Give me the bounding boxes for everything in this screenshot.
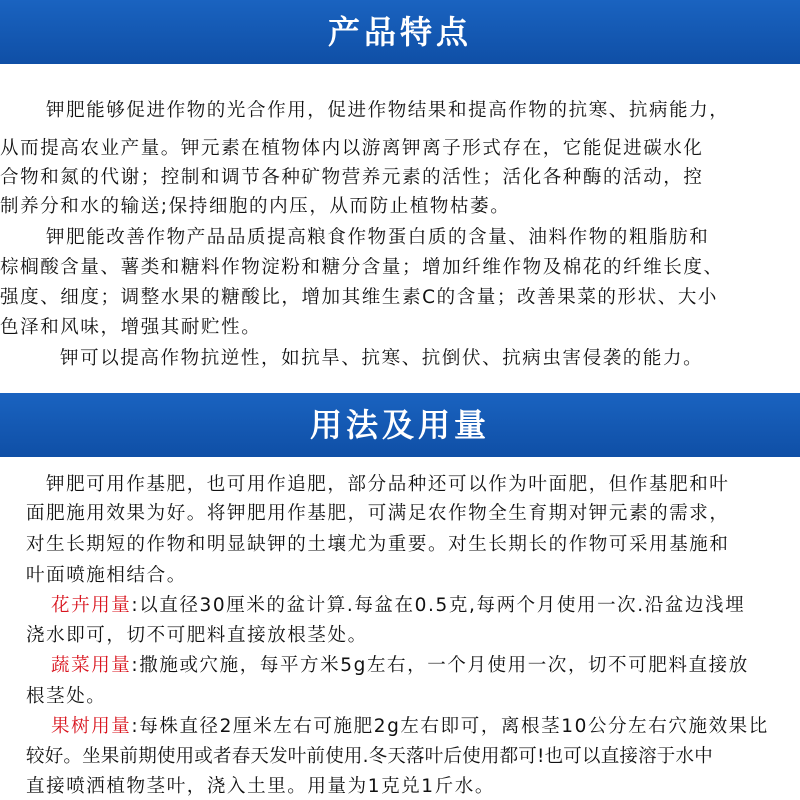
paragraph-line: 钾肥能够促进作物的光合作用，促进作物结果和提高作物的抗寒、抗病能力， [46, 100, 730, 121]
paragraph-line: 钾肥可用作基肥，也可用作追肥，部分品种还可以作为叶面肥，但作基肥和叶 [46, 474, 730, 495]
paragraph-line: 较好。坐果前期使用或者春天发叶前使用.冬天落叶后使用都可!也可以直接溶于水中 [26, 746, 713, 767]
paragraph-line: 合物和氮的代谢；控制和调节各种矿物营养元素的活性；活化各种酶的活动，控 [0, 167, 704, 188]
usage-text: :以直径30厘米的盆计算.每盆在0.5克,每两个月使用一次.沿盆边浅埋 [131, 595, 746, 616]
usage-label: 蔬菜用量 [51, 655, 132, 676]
section-title: 产品特点 [327, 13, 472, 51]
paragraph-line: 钾可以提高作物抗逆性，如抗旱、抗寒、抗倒伏、抗病虫害侵袭的能力。 [60, 348, 704, 369]
paragraph-line: 浇水即可，切不可肥料直接放根茎处。 [26, 625, 368, 646]
usage-text: :撒施或穴施，每平方米5g左右，一个月使用一次，切不可肥料直接放 [131, 655, 749, 676]
section-title: 用法及用量 [309, 406, 490, 444]
paragraph-line: 对生长期短的作物和明显缺钾的土壤尤为重要。对生长期长的作物可采用基施和 [26, 534, 730, 555]
paragraph-line: 根茎处。 [26, 686, 107, 707]
paragraph-line: 色泽和风味，增强其耐贮性。 [0, 317, 262, 338]
usage-text: :每株直径2厘米左右可施肥2g左右即可，离根茎10公分左右穴施效果比 [131, 716, 769, 737]
paragraph-line: 从而提高农业产量。钾元素在植物体内以游离钾离子形式存在，它能促进碳水化 [0, 138, 704, 159]
paragraph-line: 强度、细度；调整水果的糖酸比，增加其维生素C的含量；改善果菜的形状、大小 [0, 287, 719, 308]
usage-label: 花卉用量 [51, 595, 132, 616]
paragraph-line: 直接喷洒植物茎叶，浇入土里。用量为1克兑1斤水。 [26, 776, 495, 797]
vegetable-usage-line [51, 651, 749, 677]
paragraph-line: 叶面喷施相结合。 [26, 565, 187, 586]
fruit-usage-line [51, 712, 769, 738]
usage-label: 果树用量 [51, 716, 132, 737]
section-title-banner [0, 0, 800, 64]
paragraph-line: 制养分和水的输送;保持细胞的内压，从而防止植物枯萎。 [0, 196, 511, 217]
section-title-banner [0, 393, 800, 457]
paragraph-line: 面肥施用效果为好。将钾肥用作基肥，可满足农作物全生育期对钾元素的需求， [26, 503, 730, 524]
paragraph-line: 棕榈酸含量、薯类和糖料作物淀粉和糖分含量；增加纤维作物及棉花的纤维长度、 [0, 257, 724, 278]
paragraph-line: 钾肥能改善作物产品品质提高粮食作物蛋白质的含量、油料作物的粗脂肪和 [46, 227, 710, 248]
flower-usage-line [51, 591, 745, 617]
